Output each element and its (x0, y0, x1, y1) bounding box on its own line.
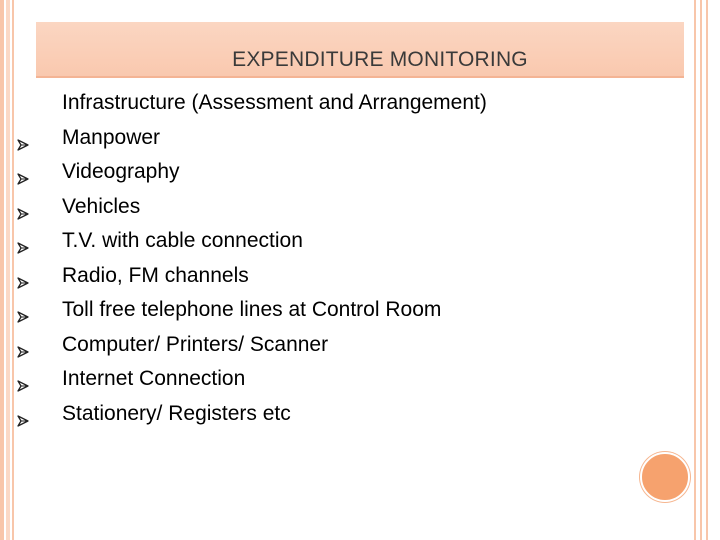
list-item-text: Internet Connection (62, 367, 246, 390)
left-border-band-1 (0, 0, 4, 540)
list-item-text: Computer/ Printers/ Scanner (62, 332, 329, 356)
arrow-bullet-icon (16, 374, 30, 388)
list-item-text: Videography (62, 160, 180, 183)
list-item (62, 159, 682, 194)
decorative-circle (640, 452, 690, 502)
list-item-intro (62, 90, 682, 125)
list-item-text: Stationery/ Registers etc (62, 401, 291, 425)
left-border-band-2 (6, 0, 10, 540)
right-border-line-1 (694, 0, 696, 540)
list-items (62, 125, 682, 436)
list-item-text: Radio, FM channels (62, 263, 249, 287)
list-item-text: T.V. with cable connection (62, 229, 303, 252)
list-item-text: Toll free telephone lines at Control Room (62, 298, 442, 321)
arrow-bullet-icon (16, 340, 30, 354)
list-item (62, 401, 682, 436)
arrow-bullet-icon (16, 167, 30, 181)
arrow-bullet-icon (16, 409, 30, 423)
arrow-bullet-icon (16, 202, 30, 216)
list-item-text: Infrastructure (Assessment and Arrangement) (62, 91, 487, 114)
list-item (62, 263, 682, 298)
list-item-text: Manpower (62, 125, 161, 149)
list-item (62, 125, 682, 160)
slide-title: EXPENDITURE MONITORING (232, 48, 528, 71)
arrow-bullet-icon (16, 133, 30, 147)
list-item (62, 194, 682, 229)
right-border-line-3 (706, 0, 708, 540)
bullet-list (62, 90, 682, 435)
left-decorative-border (0, 0, 16, 540)
list-item-text: Vehicles (62, 194, 141, 218)
list-item (62, 332, 682, 367)
list-item (62, 228, 682, 263)
arrow-bullet-icon (16, 305, 30, 319)
list-item (62, 366, 682, 401)
right-decorative-border (694, 0, 710, 540)
arrow-bullet-icon (16, 236, 30, 250)
list-item (62, 297, 682, 332)
right-border-line-2 (700, 0, 702, 540)
arrow-bullet-icon (16, 271, 30, 285)
left-border-band-3 (12, 0, 14, 540)
